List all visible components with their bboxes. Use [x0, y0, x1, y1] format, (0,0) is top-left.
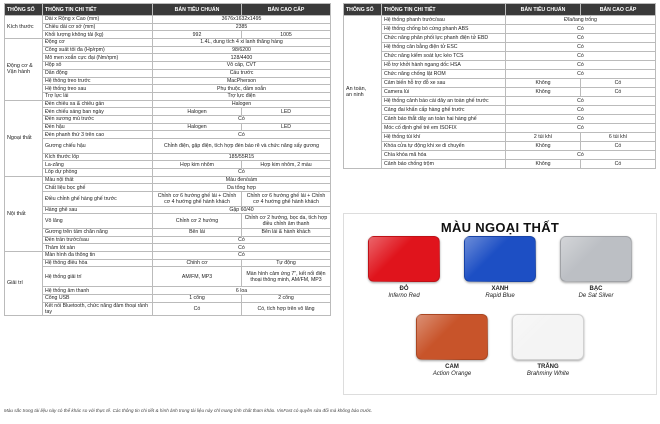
spec-label: Hệ thống âm thanh — [43, 287, 153, 295]
spec-label: Gương trên tấm chắn nắng — [43, 229, 153, 237]
spec-label: Camera lùi — [382, 88, 506, 97]
table-row — [5, 295, 331, 303]
spec-label: Chất liệu bọc ghế — [43, 184, 153, 192]
table-row — [5, 77, 331, 85]
header-high: BẢN CAO CẤP — [581, 4, 656, 16]
spec-value: Có — [153, 252, 331, 260]
table-row — [344, 79, 656, 88]
spec-label: Gương chiếu hậu — [43, 139, 153, 154]
header-std: BẢN TIÊU CHUẨN — [506, 4, 581, 16]
color-subname: Action Orange — [432, 371, 472, 377]
spec-label: La-zăng — [43, 161, 153, 169]
spec-value-high: 6 túi khí — [581, 133, 656, 142]
table-row — [5, 85, 331, 93]
spec-label: Hệ thống giải trí — [43, 267, 153, 287]
spec-value: Có — [153, 244, 331, 252]
spec-label: Công suất tối đa (Hp/rpm) — [43, 46, 153, 54]
table-row — [344, 70, 656, 79]
spec-value: Có — [506, 43, 656, 52]
color-chip — [512, 314, 584, 360]
spec-value: Có — [153, 169, 331, 177]
spec-value: Da tổng hợp — [153, 184, 331, 192]
group-cell: Ngoại thất — [5, 100, 43, 176]
spec-value-std: Không — [506, 88, 581, 97]
spec-label: Chìa khóa mã hóa — [382, 151, 506, 160]
header-high: BẢN CAO CẤP — [242, 4, 331, 16]
header-std: BẢN TIÊU CHUẨN — [153, 4, 242, 16]
spec-label: Đèn sương mù trước — [43, 115, 153, 123]
spec-value: Có — [506, 151, 656, 160]
table-row — [344, 124, 656, 133]
table-row — [5, 161, 331, 169]
spec-label: Cổng USB — [43, 295, 153, 303]
spec-label: Hàng ghế sau — [43, 206, 153, 214]
spec-value-high: Có — [581, 88, 656, 97]
table-row — [344, 16, 656, 25]
spec-label: Chức năng kiểm soát lực kéo TCS — [382, 52, 506, 61]
spec-label: Hộp số — [43, 62, 153, 70]
spec-value: Có — [506, 52, 656, 61]
spec-label: Vô lăng — [43, 214, 153, 229]
spec-table-right — [343, 3, 656, 169]
spec-label: Cảng đai khẩn cấp hàng ghế trước — [382, 106, 506, 115]
spec-value-high: Chỉnh cơ 2 hướng, bọc da, tích hợp điều chỉnh âm thanh — [242, 214, 331, 229]
spec-value: 185/55R15 — [153, 153, 331, 161]
spec-value: Có — [506, 70, 656, 79]
spec-value-high: LED — [242, 108, 331, 116]
table-row — [5, 123, 331, 131]
spec-label: Màu nội thất — [43, 176, 153, 184]
table-row — [344, 52, 656, 61]
color-chip — [368, 236, 440, 282]
spec-value: MacPherson — [153, 77, 331, 85]
table-row — [344, 97, 656, 106]
spec-value: Có — [506, 97, 656, 106]
group-cell: Động cơ & Vận hành — [5, 39, 43, 101]
spec-label: Khóa cửa tự động khi xe di chuyển — [382, 142, 506, 151]
color-name: BẠC — [589, 286, 603, 292]
table-row — [5, 23, 331, 31]
color-swatch — [508, 314, 588, 378]
table-row — [344, 151, 656, 160]
table-row — [5, 115, 331, 123]
header-detail: THÔNG TIN CHI TIẾT — [382, 4, 506, 16]
spec-label: Đèn phanh thứ 3 trên cao — [43, 131, 153, 139]
table-row — [5, 252, 331, 260]
table-row — [5, 100, 331, 108]
color-subname: Rapid Blue — [485, 293, 515, 299]
spec-label: Đèn trần trước/sau — [43, 236, 153, 244]
color-name: ĐỎ — [399, 286, 409, 292]
spec-label: Dẫn động — [43, 69, 153, 77]
color-name: CAM — [445, 364, 459, 370]
spec-label: Đèn chiếu xa & chiếu gần — [43, 100, 153, 108]
table-row — [5, 206, 331, 214]
spec-value: 2385 — [153, 23, 331, 31]
spec-table-left — [4, 3, 331, 316]
colors-title: MÀU NGOẠI THẤT — [440, 220, 560, 235]
table-row — [5, 287, 331, 295]
table-row — [5, 108, 331, 116]
color-subname: De Sat Silver — [578, 293, 614, 299]
table-row — [344, 133, 656, 142]
table-row — [5, 192, 331, 207]
spec-value: Có — [506, 115, 656, 124]
spec-label: Hệ thống túi khí — [382, 133, 506, 142]
spec-value-std: Chỉnh cơ — [153, 259, 242, 267]
spec-value: Có — [506, 61, 656, 70]
group-cell: An toàn, an ninh — [344, 16, 382, 169]
spec-value-std: Chỉnh cơ 6 hướng ghế lái + Chỉnh cơ 4 hướng ghế hành khách — [153, 192, 242, 207]
color-chip — [560, 236, 632, 282]
spec-value-std: Hợp kim nhôm — [153, 161, 242, 169]
spec-value-std: 1 cổng — [153, 295, 242, 303]
header-group: THÔNG SỐ — [344, 4, 382, 16]
spec-value-high: Có — [581, 160, 656, 169]
spec-value: Halogen — [153, 100, 331, 108]
spec-label: Chiều dài cơ sở (mm) — [43, 23, 153, 31]
table-row — [5, 169, 331, 177]
spec-label: Hệ thống treo sau — [43, 85, 153, 93]
table-row — [344, 25, 656, 34]
spec-label: Hệ thống phanh trước/sau — [382, 16, 506, 25]
spec-label: Kết nối Bluetooth, chức năng đàm thoại rảnh tay — [43, 302, 153, 315]
color-subname: Brahminy White — [526, 371, 570, 377]
spec-label: Mô men xoắn cực đại (Nm/rpm) — [43, 54, 153, 62]
footnote: Màu sắc trong tài liệu này có thể khác so với thực tế. Các thông tin chi tiết & hình ảnh trong tài liệu này chỉ mang tính chất tham khảo. VinFast có quyền sửa đổi mà không báo trước. — [4, 408, 373, 413]
spec-label: Cảm biến hỗ trợ đỗ xe sau — [382, 79, 506, 88]
spec-value: Có — [506, 124, 656, 133]
spec-label: Khối lượng không tải (kg) — [43, 31, 153, 39]
spec-value-std: 2 túi khí — [506, 133, 581, 142]
spec-value-high: Hợp kim nhôm, 2 màu — [242, 161, 331, 169]
spec-value: Gập 60/40 — [153, 206, 331, 214]
spec-label: Cảnh báo thắt dây an toàn hai hàng ghế — [382, 115, 506, 124]
group-cell: Giải trí — [5, 252, 43, 316]
spec-value: Màu đen/sám — [153, 176, 331, 184]
exterior-colors-panel — [343, 213, 657, 395]
color-swatch — [364, 236, 444, 300]
table-row — [5, 62, 331, 70]
table-row — [5, 69, 331, 77]
color-chip — [464, 236, 536, 282]
spec-label: Hệ thống treo trước — [43, 77, 153, 85]
color-name: TRẮNG — [537, 364, 559, 370]
spec-value-std: Có — [153, 302, 242, 315]
spec-value-high: Có, tích hợp trên vô lăng — [242, 302, 331, 315]
header-group: THÔNG SỐ — [5, 4, 43, 16]
spec-value: 6 loa — [153, 287, 331, 295]
spec-value: Có — [153, 236, 331, 244]
spec-value-std: Không — [506, 142, 581, 151]
table-row — [5, 244, 331, 252]
spec-label: Hệ thống điều hòa — [43, 259, 153, 267]
table-row — [5, 39, 331, 47]
spec-value-high: 2 cổng — [242, 295, 331, 303]
table-row — [344, 115, 656, 124]
spec-value: Có — [153, 115, 331, 123]
spec-value: 3676x1632x1495 — [153, 16, 331, 24]
spec-value-std: AM/FM, MP3 — [153, 267, 242, 287]
table-row — [5, 46, 331, 54]
table-row — [5, 214, 331, 229]
spec-value: Trợ lực điện — [153, 92, 331, 100]
spec-value-std: Bên lái — [153, 229, 242, 237]
table-row — [5, 184, 331, 192]
spec-value-high: Màn hình cảm ứng 7", kết nối điện thoại thông minh, AM/FM, MP3 — [242, 267, 331, 287]
spec-value-high: LED — [242, 123, 331, 131]
group-cell: Nội thất — [5, 176, 43, 251]
group-cell: Kích thước — [5, 16, 43, 39]
spec-value-high: Có — [581, 79, 656, 88]
spec-label: Màn hình đa thông tin — [43, 252, 153, 260]
table-row — [5, 302, 331, 315]
spec-value: Vô cấp, CVT — [153, 62, 331, 70]
table-row — [344, 61, 656, 70]
spec-label: Móc cố định ghế trẻ em ISOFIX — [382, 124, 506, 133]
color-swatch — [556, 236, 636, 300]
spec-value-high: Chỉnh cơ 6 hướng ghế lái + Chỉnh cơ 4 hướng ghế hành khách — [242, 192, 331, 207]
spec-label: Trợ lực lái — [43, 92, 153, 100]
spec-label: Dài x Rộng x Cao (mm) — [43, 16, 153, 24]
spec-value-high: Có — [581, 142, 656, 151]
table-row — [344, 142, 656, 151]
color-swatch — [412, 314, 492, 378]
spec-value: Có — [506, 106, 656, 115]
spec-value-std: Không — [506, 160, 581, 169]
spec-value: Đĩa/tang trống — [506, 16, 656, 25]
table-row — [5, 229, 331, 237]
spec-value-std: Halogen — [153, 108, 242, 116]
spec-label: Hệ thống cân bằng điện tử ESC — [382, 43, 506, 52]
table-row — [5, 259, 331, 267]
table-row — [344, 88, 656, 97]
spec-value-std: Không — [506, 79, 581, 88]
table-row — [5, 176, 331, 184]
color-subname: Inferno Red — [388, 293, 420, 299]
table-row — [5, 267, 331, 287]
spec-value-std: Chỉnh cơ 2 hướng — [153, 214, 242, 229]
table-row — [344, 106, 656, 115]
spec-value: 128/4400 — [153, 54, 331, 62]
spec-label: Điều chỉnh ghế hàng ghế trước — [43, 192, 153, 207]
spec-label: Động cơ — [43, 39, 153, 47]
spec-label: Lốp dự phòng — [43, 169, 153, 177]
header-detail: THÔNG TIN CHI TIẾT — [43, 4, 153, 16]
spec-value-std: Halogen — [153, 123, 242, 131]
color-chip — [416, 314, 488, 360]
spec-label: Đèn chiếu sáng ban ngày — [43, 108, 153, 116]
spec-value-high: 1005 — [242, 31, 331, 39]
spec-value-std: 992 — [153, 31, 242, 39]
color-swatch — [460, 236, 540, 300]
spec-label: Hệ thống chống bó cứng phanh ABS — [382, 25, 506, 34]
table-row — [344, 160, 656, 169]
spec-value: Có — [153, 131, 331, 139]
table-row — [5, 131, 331, 139]
spec-value-high: Bên lái & hành khách — [242, 229, 331, 237]
table-row — [5, 92, 331, 100]
spec-label: Chức năng phân phối lực phanh điện tử EBD — [382, 34, 506, 43]
table-row — [5, 236, 331, 244]
table-row — [5, 54, 331, 62]
table-row — [5, 31, 331, 39]
spec-value: Phụ thuộc, dầm xoắn — [153, 85, 331, 93]
table-row — [5, 16, 331, 24]
spec-value: 1.4L, dung tích 4 xi lanh thẳng hàng — [153, 39, 331, 47]
spec-label: Chức năng chống lật ROM — [382, 70, 506, 79]
table-row — [344, 34, 656, 43]
spec-value: Có — [506, 25, 656, 34]
spec-value-high: Tự động — [242, 259, 331, 267]
spec-value: 98/6200 — [153, 46, 331, 54]
spec-value: Có — [506, 34, 656, 43]
spec-value: Chỉnh điện, gập điện, tích hợp đèn báo rẽ và chức năng sấy gương — [153, 139, 331, 154]
spec-label: Cảnh báo chống trộm — [382, 160, 506, 169]
table-row — [344, 43, 656, 52]
spec-label: Hệ thống cảnh báo cài dây an toàn ghế trước — [382, 97, 506, 106]
color-name: XANH — [491, 286, 509, 292]
spec-label: Hỗ trợ khởi hành ngang dốc HSA — [382, 61, 506, 70]
spec-label: Kích thước lốp — [43, 153, 153, 161]
spec-label: Thảm lót sàn — [43, 244, 153, 252]
spec-label: Đèn hậu — [43, 123, 153, 131]
table-row — [5, 139, 331, 154]
spec-value: Cầu trước — [153, 69, 331, 77]
table-row — [5, 153, 331, 161]
